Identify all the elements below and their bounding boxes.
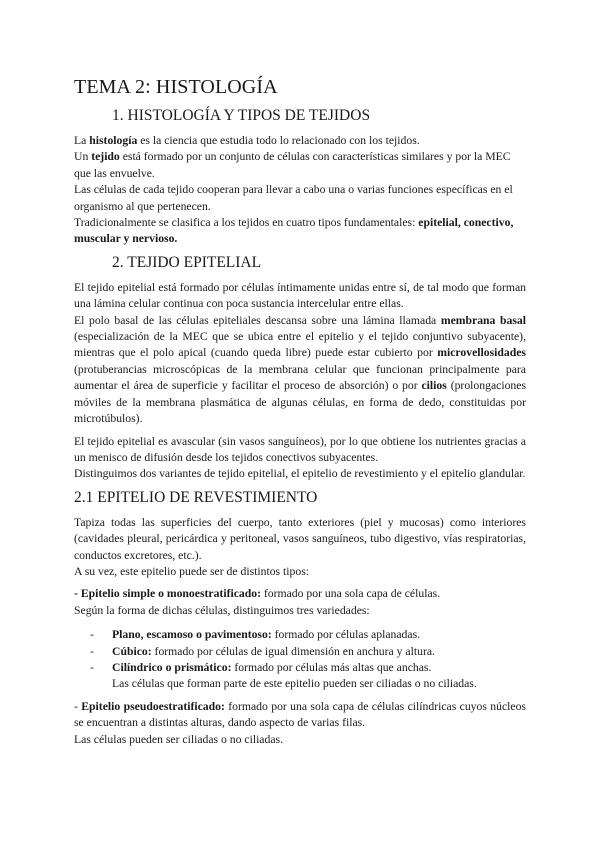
s1-paragraph-3: Las células de cada tejido cooperan para llevar a cabo una o varias funciones específicas en el organismo al que pertenecen. bbox=[74, 183, 513, 213]
list-item: - Cúbico: formado por células de igual dimensión en anchura y altura. bbox=[90, 644, 435, 658]
s1-paragraph-1: La histología es la ciencia que estudia todo lo relacionado con los tejidos. bbox=[74, 134, 420, 147]
variedades-note: Las células que forman parte de este epitelio pueden ser ciliadas o no ciliadas. bbox=[112, 677, 477, 691]
section-2-1-heading: 2.1 EPITELIO DE REVESTIMIENTO bbox=[74, 488, 318, 506]
s21-monoestratificado: - Epitelio simple o monoestratificado: formado por una sola capa de células. bbox=[74, 587, 441, 601]
s21-paragraph-2: A su vez, este epitelio puede ser de distintos tipos: bbox=[74, 564, 310, 578]
s21-pseudoestratificado-note: Las células pueden ser ciliadas o no ciliadas. bbox=[74, 732, 283, 746]
list-item: - Cilíndrico o prismático: formado por células más altas que anchas. bbox=[90, 660, 432, 674]
section-1-heading: 1. HISTOLOGÍA Y TIPOS DE TEJIDOS bbox=[112, 107, 371, 124]
term-cilios: cilios bbox=[421, 379, 447, 393]
variedades-list bbox=[74, 627, 526, 676]
s2-paragraph-2: El polo basal de las células epiteliales descansa sobre una lámina llamada membrana basal (especialización de la MEC que se ubica entre el epitelio y el tejido conjuntivo subyacente), mientras que el polo apical (cuando queda libre) puede estar cubierto por microvellosidades (protuberancias microscópicas de la membrana celular que funcionan principalmente para aumentar el área de superficie y facilitar el proceso de absorción) o por cilios (prolongaciones móviles de la membrana plasmática de algunas células, en forma de dedo, constituidas por microtúbulos). bbox=[74, 313, 526, 426]
section-2-heading: 2. TEJIDO EPITELIAL bbox=[112, 253, 262, 271]
term-histologia: histología bbox=[89, 134, 138, 147]
s21-pseudoestratificado: - Epitelio pseudoestratificado: formado por una sola capa de células cilíndricas cuyos núcleos se encuentran a distintas alturas, dando aspecto de varias filas. bbox=[74, 699, 526, 730]
s1-paragraph-4: Tradicionalmente se clasifica a los tejidos en cuatro tipos fundamentales: epitelial, conectivo, muscular y nervioso. bbox=[74, 216, 514, 246]
term-tipos: epitelial, conectivo, muscular y nervioso. bbox=[74, 216, 514, 246]
s21-paragraph-1: Tapiza todas las superficies del cuerpo, tanto exteriores (piel y mucosas) como interiores (cavidades pleural, pericárdica y peritoneal, vasos sanguíneos, tubo digestivo, vías respiratorias, conductos excretores, etc.). bbox=[74, 515, 526, 562]
s2-paragraph-4: Distinguimos dos variantes de tejido epitelial, el epitelio de revestimiento y el epitelio glandular. bbox=[74, 467, 526, 481]
s21-monoestratificado-sub: Según la forma de dichas células, distinguimos tres variedades: bbox=[74, 603, 370, 617]
s2-paragraph-3: El tejido epitelial es avascular (sin vasos sanguíneos), por lo que obtiene los nutrientes gracias a un menisco de difusión desde los tejidos conectivos subyacentes. bbox=[74, 434, 526, 464]
term-tejido: tejido bbox=[91, 150, 120, 164]
s2-paragraph-1: El tejido epitelial está formado por células íntimamente unidas entre sí, de tal modo que forman una lámina celular continua con poca sustancia intercelular entre ellas. bbox=[74, 280, 526, 311]
term-membrana-basal: membrana basal bbox=[440, 313, 526, 327]
s1-paragraph-2: Un tejido está formado por un conjunto de células con características similares y por la MEC que las envuelve. bbox=[74, 150, 511, 180]
list-item: - Plano, escamoso o pavimentoso: formado por células aplanadas. bbox=[90, 628, 421, 642]
term-microvellosidades: microvellosidades bbox=[437, 346, 526, 360]
document-title: TEMA 2: HISTOLOGÍA bbox=[74, 76, 278, 98]
